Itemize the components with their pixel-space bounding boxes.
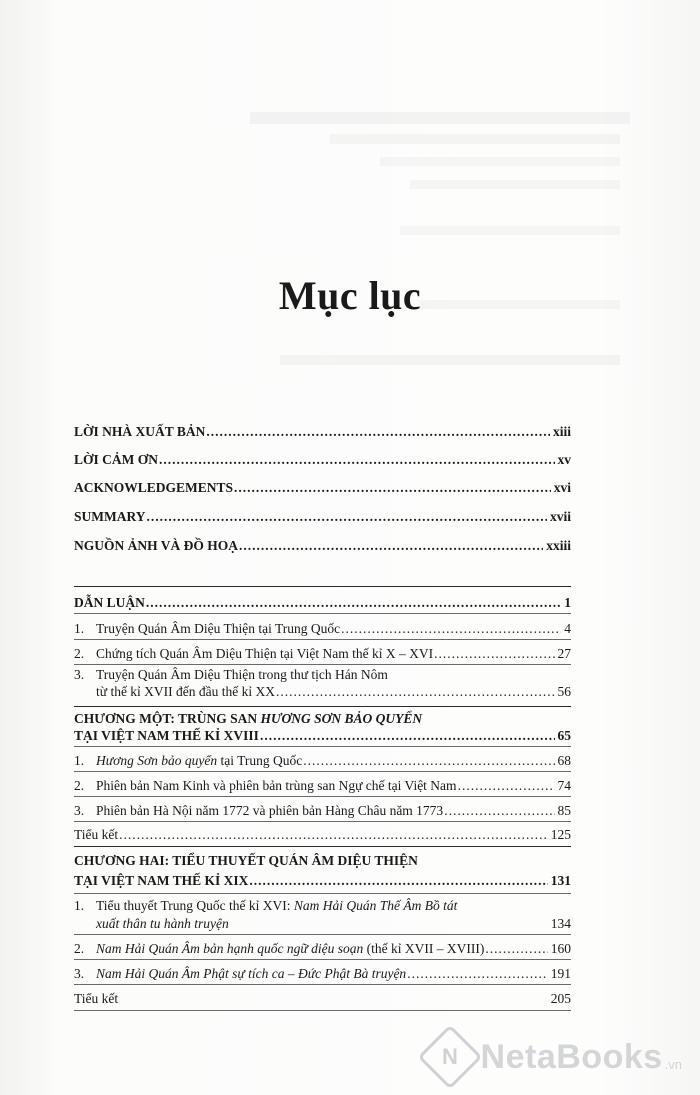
leader-dots xyxy=(458,777,555,794)
toc-chapter-summary[interactable] xyxy=(74,826,571,843)
section-rule xyxy=(74,613,571,614)
toc-entry-page: xxiii xyxy=(546,538,571,553)
leader-dots xyxy=(249,872,547,889)
toc-entry-page: 1 xyxy=(564,595,571,610)
toc-subentry-label: Phiên bản Nam Kinh và phiên bản trùng san Ngự chế tại Việt Nam xyxy=(96,778,457,793)
toc-subentry-label: tại Trung Quốc xyxy=(220,753,303,768)
leader-dots xyxy=(260,727,555,744)
row-rule xyxy=(74,821,571,822)
toc-subentry[interactable] xyxy=(74,802,571,819)
toc-subentry-index: 2. xyxy=(74,646,85,661)
section-rule xyxy=(74,893,571,894)
chapter-title-line2: TẠI VIỆT NAM THẾ KỈ XVIII xyxy=(74,728,259,743)
chapter-title-italic: HƯƠNG SƠN BẢO QUYỂN xyxy=(260,711,423,726)
toc-subentry-label-line1[interactable] xyxy=(96,897,457,914)
toc-subentry-page: 191 xyxy=(550,966,571,981)
toc-subentry[interactable] xyxy=(96,683,571,700)
leader-dots xyxy=(239,537,543,554)
chapter-two-title-line1[interactable]: CHƯƠNG HAI: TIỂU THUYẾT QUÁN ÂM DIỆU THIỆN xyxy=(74,853,418,868)
toc-chapter-summary[interactable] xyxy=(74,990,571,1007)
watermark xyxy=(427,1030,682,1084)
toc-subentry-label: Chứng tích Quán Âm Diệu Thiện tại Việt Nam thế kỉ X – XVI xyxy=(96,646,434,661)
watermark-suffix: .vn xyxy=(664,1056,682,1072)
toc-entry-label: ACKNOWLEDGEMENTS xyxy=(74,480,234,495)
toc-entry-page: xvii xyxy=(549,509,571,524)
chapter-one-title-line1[interactable] xyxy=(74,710,422,727)
toc-subentry-label-italic: Nam Hải Quán Âm bản hạnh quốc ngữ diệu soạn xyxy=(96,941,364,956)
toc-entry-page: 131 xyxy=(550,873,571,888)
toc-subentry-index: 1. xyxy=(74,753,85,768)
toc-summary-page: 205 xyxy=(550,991,571,1006)
netabooks-logo-icon: N xyxy=(417,1024,482,1089)
toc-entry-page: 65 xyxy=(557,728,571,743)
toc-subentry-label: Phiên bản Hà Nội năm 1772 và phiên bản Hàng Châu năm 1773 xyxy=(96,803,444,818)
toc-subentry-page: 85 xyxy=(557,803,571,818)
toc-entry-label: SUMMARY xyxy=(74,509,146,524)
toc-entry-chapter-one[interactable] xyxy=(74,727,571,744)
row-rule xyxy=(74,771,571,772)
leader-dots xyxy=(407,965,548,982)
leader-dots xyxy=(119,826,548,843)
row-rule xyxy=(74,639,571,640)
leader-dots xyxy=(434,645,554,662)
toc-subentry-page: 134 xyxy=(550,916,571,931)
toc-summary-label: Tiểu kết xyxy=(74,827,119,842)
toc-subentry-label-italic: Nam Hải Quán Thế Âm Bồ tát xyxy=(293,898,458,913)
toc-subentry-index: 1. xyxy=(74,621,85,636)
toc-subentry-page: 56 xyxy=(557,684,571,699)
toc-summary-page: 125 xyxy=(550,827,571,842)
toc-entry-introduction[interactable] xyxy=(74,594,571,611)
leader-dots xyxy=(341,620,561,637)
toc-entry-label: DẪN LUẬN xyxy=(74,595,145,610)
row-rule xyxy=(74,1010,571,1011)
toc-entry-label: LỜI CẢM ƠN xyxy=(74,452,158,467)
toc-subentry[interactable] xyxy=(74,777,571,794)
toc-subentry-page: 68 xyxy=(557,753,571,768)
leader-dots xyxy=(303,752,554,769)
toc-entry-page: xvi xyxy=(553,480,571,495)
toc-entry-publisher-note[interactable] xyxy=(74,423,571,440)
toc-subentry-label-italic: xuất thân tu hành truyện xyxy=(96,916,229,931)
section-rule xyxy=(74,706,571,707)
toc-subentry-label-italic: Hương Sơn bảo quyển xyxy=(96,753,218,768)
toc-entry-acknowledgements[interactable] xyxy=(74,479,571,496)
toc-subentry-page: 4 xyxy=(564,621,571,636)
toc-subentry[interactable] xyxy=(74,940,571,957)
toc-subentry-page: 27 xyxy=(557,646,571,661)
toc-subentry-label-line1[interactable]: Truyện Quán Âm Diệu Thiện trong thư tịch Hán Nôm xyxy=(96,667,388,682)
toc-subentry-label: Truyện Quán Âm Diệu Thiện tại Trung Quốc xyxy=(96,621,341,636)
toc-subentry-page: 160 xyxy=(550,941,571,956)
toc-subentry-index: 3. xyxy=(74,803,85,818)
toc-subentry-label: Tiểu thuyết Trung Quốc thế kỉ XVI: xyxy=(96,898,291,913)
leader-dots xyxy=(206,423,550,440)
toc-entry-page: xiii xyxy=(552,424,571,439)
row-rule xyxy=(74,984,571,985)
toc-subentry-label-italic: Nam Hải Quán Âm Phật sự tích ca – Đức Phật Bà truyện xyxy=(96,966,407,981)
toc-entry-chapter-two[interactable] xyxy=(74,872,571,889)
toc-subentry[interactable] xyxy=(74,645,571,662)
toc-entry-label: NGUỒN ẢNH VÀ ĐỒ HOẠ xyxy=(74,538,239,553)
leader-dots xyxy=(444,802,554,819)
toc-subentry-label: (thế kỉ XVII – XVIII) xyxy=(366,941,485,956)
section-rule xyxy=(74,586,571,587)
chapter-title-prefix: CHƯƠNG MỘT: TRÙNG SAN xyxy=(74,711,258,726)
toc-subentry[interactable] xyxy=(96,915,571,932)
row-rule xyxy=(74,934,571,935)
toc-subentry-index: 3. xyxy=(74,667,85,682)
toc-entry-label: LỜI NHÀ XUẤT BẢN xyxy=(74,424,206,439)
watermark-brand: NetaBooks xyxy=(480,1037,663,1076)
row-rule xyxy=(74,796,571,797)
chapter-title-line2: TẠI VIỆT NAM THẾ KỈ XIX xyxy=(74,873,249,888)
page-title: Mục lục xyxy=(278,273,422,318)
toc-entry-page: xv xyxy=(557,452,571,467)
leader-dots xyxy=(159,451,555,468)
toc-subentry-label-line2: từ thế kỉ XVII đến đầu thế kỉ XX xyxy=(96,684,276,699)
leader-dots xyxy=(276,683,554,700)
toc-subentry-index: 2. xyxy=(74,778,85,793)
toc-subentry-index: 2. xyxy=(74,941,85,956)
leader-dots xyxy=(146,594,561,611)
leader-dots xyxy=(147,508,547,525)
toc-subentry[interactable] xyxy=(74,620,571,637)
leader-dots xyxy=(485,940,547,957)
section-rule xyxy=(74,846,571,847)
toc-entry-image-sources[interactable] xyxy=(74,537,571,554)
toc-subentry-index: 3. xyxy=(74,966,85,981)
section-rule xyxy=(74,746,571,747)
toc-subentry[interactable] xyxy=(74,965,571,982)
toc-entry-acknowledgement-vi[interactable] xyxy=(74,451,571,468)
toc-entry-summary[interactable] xyxy=(74,508,571,525)
toc-summary-label: Tiểu kết xyxy=(74,991,119,1006)
toc-subentry-index: 1. xyxy=(74,898,85,913)
toc-subentry[interactable] xyxy=(74,752,571,769)
toc-subentry-page: 74 xyxy=(557,778,571,793)
leader-dots xyxy=(234,479,551,496)
row-rule xyxy=(74,959,571,960)
row-rule xyxy=(74,664,571,665)
